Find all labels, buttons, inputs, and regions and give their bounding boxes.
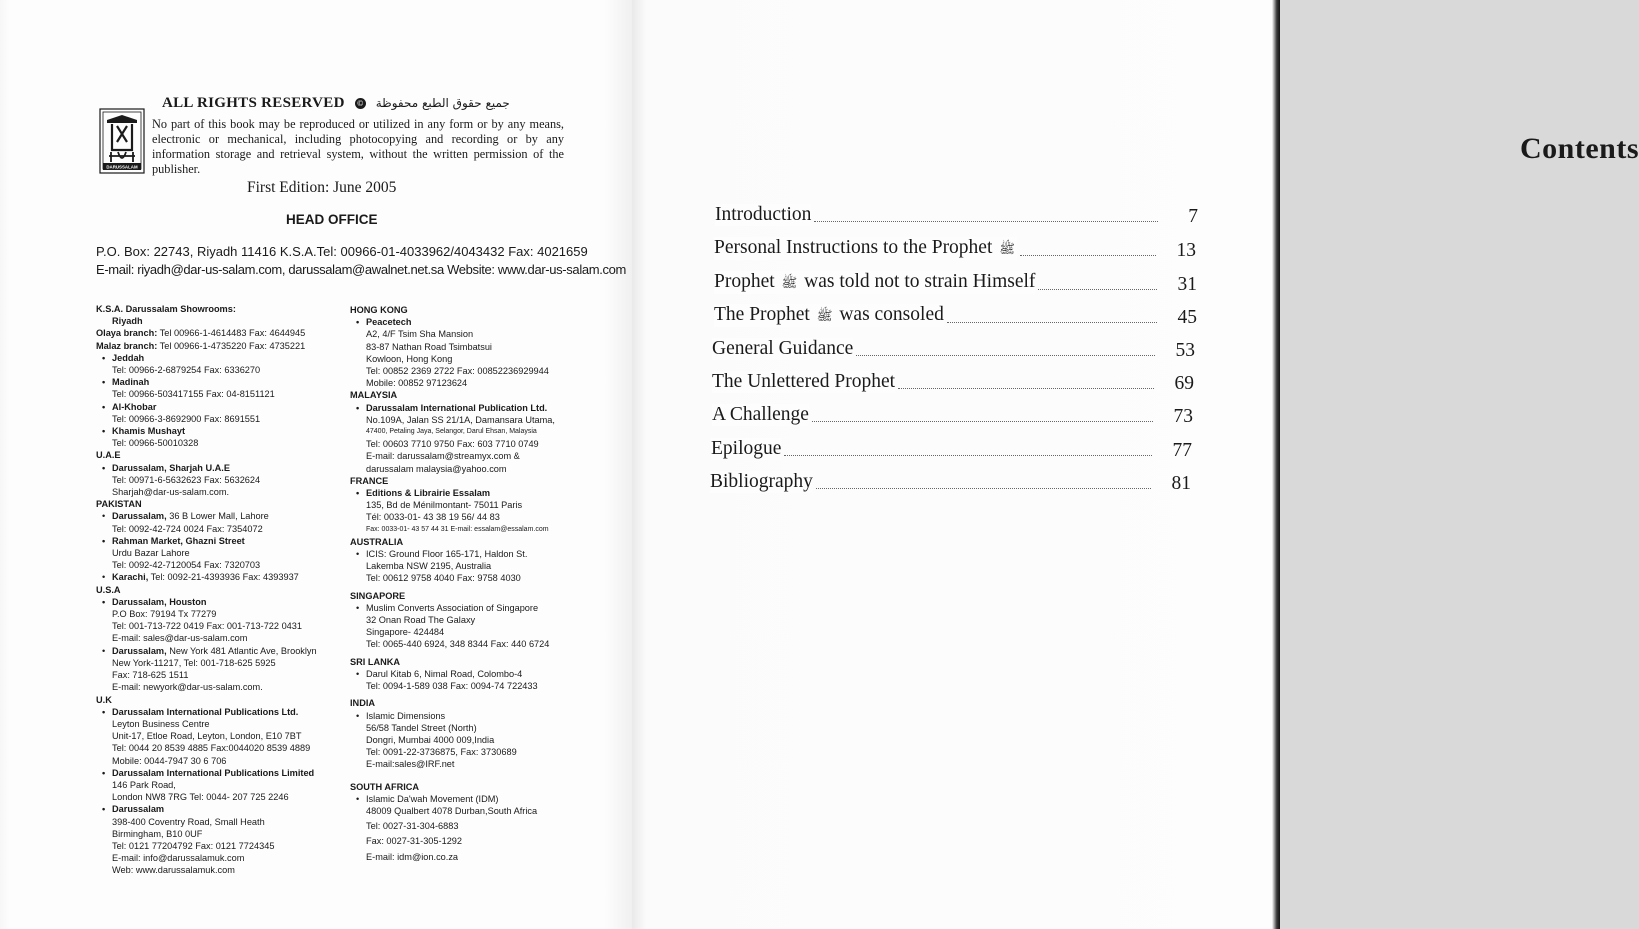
address-line: Web: www.darussalamuk.com xyxy=(112,865,235,876)
address-line: • Darussalam, Sharjah U.A.E xyxy=(96,462,346,474)
address-line: E-mail: info@darussalamuk.com xyxy=(112,853,245,864)
address-line: 47400, Petaling Jaya, Selangor, Darul Ehsan, Malaysia xyxy=(366,428,537,436)
address-line: Sharjah@dar-us-salam.com. xyxy=(112,487,230,498)
edition-line: First Edition: June 2005 xyxy=(247,179,397,196)
address-line: AUSTRALIA xyxy=(350,536,404,547)
address-line: HONG KONG xyxy=(350,305,408,315)
toc-page-number: 81 xyxy=(1171,473,1191,494)
darussalam-logo-icon xyxy=(99,108,145,174)
address-line: SOUTH AFRICA xyxy=(350,781,420,792)
address-line: • Muslim Converts Association of Singapore xyxy=(350,602,620,614)
address-line: Tel: 0094-1-589 038 Fax: 0094-74 722433 xyxy=(366,681,538,692)
toc-leader-dots xyxy=(812,421,1153,422)
toc-entry-title: General Guidance xyxy=(712,338,854,359)
toc-page-number: 73 xyxy=(1173,406,1193,427)
address-line: Tél: 0033-01- 43 38 19 56/ 44 83 xyxy=(366,512,500,523)
address-line: • Darussalam, 36 B Lower Mall, Lahore xyxy=(96,510,346,522)
address-line: • ICIS: Ground Floor 165-171, Haldon St. xyxy=(350,548,620,560)
address-line: • Al-Khobar xyxy=(96,401,346,413)
address-line: Tel: 0065-440 6924, 348 8344 Fax: 440 6724 xyxy=(366,639,550,650)
address-line: U.K xyxy=(96,694,112,705)
toc-entry-title: Introduction xyxy=(715,204,812,225)
head-office-heading: HEAD OFFICE xyxy=(286,212,378,227)
toc-leader-dots xyxy=(856,355,1155,356)
toc-entry xyxy=(711,434,1192,464)
address-line: Mobile: 0044-7947 30 6 706 xyxy=(112,755,227,766)
address-line: • Rahman Market, Ghazni Street xyxy=(96,535,346,547)
address-line: Tel: 00966-2-6879254 Fax: 6336270 xyxy=(112,365,261,376)
address-line: Tel: 001-713-722 0419 Fax: 001-713-722 0431 xyxy=(112,621,303,632)
address-line: SRI LANKA xyxy=(350,656,401,667)
address-line: U.A.E xyxy=(96,450,121,461)
toc-entry-title: The Unlettered Prophet xyxy=(712,371,896,392)
address-line: Kowloon, Hong Kong xyxy=(366,353,453,364)
address-line: Fax: 0033-01- 43 57 44 31 E-mail: essalam@essalam.com xyxy=(366,525,549,533)
address-line: Tel: 00966-3-8692900 Fax: 8691551 xyxy=(112,413,261,424)
toc-leader-dots xyxy=(1038,289,1157,290)
address-line: Tel: 0092-42-7120054 Fax: 7320703 xyxy=(112,560,261,571)
toc-page-number: 53 xyxy=(1175,340,1195,361)
copyright-icon: © xyxy=(355,98,366,109)
address-line: Tel: 0092-42-724 0024 Fax: 7354072 xyxy=(112,523,263,534)
address-line: Dongri, Mumbai 4000 009,India xyxy=(366,734,495,745)
toc-entry-title: A Challenge xyxy=(712,404,809,425)
address-line: 83-87 Nathan Road Tsimbatsui xyxy=(366,341,492,352)
address-line: FRANCE xyxy=(350,475,389,486)
address-line: Riyadh xyxy=(112,316,143,327)
showrooms-column-left xyxy=(96,303,346,877)
address-line: Fax: 718-625 1511 xyxy=(112,670,189,681)
address-line: Tel: 00603 7710 9750 Fax: 603 7710 0749 xyxy=(366,439,539,450)
address-line: 146 Park Road, xyxy=(112,779,176,790)
toc-leader-dots xyxy=(814,221,1158,222)
toc-leader-dots xyxy=(784,455,1152,456)
address-line: Leyton Business Centre xyxy=(112,718,210,729)
salutation-seal-icon: ﷺ xyxy=(816,309,833,324)
address-line: INDIA xyxy=(350,698,376,709)
address-line: Tel: 0121 77204792 Fax: 0121 7724345 xyxy=(112,840,275,851)
address-line: Tel: 00852 2369 2722 Fax: 00852236929944 xyxy=(366,366,549,377)
showrooms-column-right xyxy=(350,304,620,866)
address-line: Urdu Bazar Lahore xyxy=(112,548,190,559)
address-line: • Islamic Da'wah Movement (IDM) xyxy=(350,793,620,805)
address-line: SINGAPORE xyxy=(350,590,406,601)
address-line: • Editions & Librairie Essalam xyxy=(350,487,620,499)
toc-leader-dots xyxy=(816,488,1151,489)
address-line: • Darussalam, New York 481 Atlantic Ave, Brooklyn xyxy=(96,645,346,657)
toc-page-number: 31 xyxy=(1177,274,1197,295)
copyright-page xyxy=(0,0,632,929)
address-line: Tel: 00966-503417155 Fax: 04-8151121 xyxy=(112,389,275,400)
head-office-address: P.O. Box: 22743, Riyadh 11416 K.S.A.Tel: 00966-01-4033962/4043432 Fax: 4021659 xyxy=(96,244,588,259)
address-line: 56/58 Tandel Street (North) xyxy=(366,722,477,733)
address-line: E-mail: newyork@dar-us-salam.com. xyxy=(112,682,263,693)
address-line: Malaz branch: Tel 00966-1-4735220 Fax: 4735221 xyxy=(96,340,306,351)
address-line: darussalam malaysia@yahoo.com xyxy=(366,463,507,474)
rights-title: ALL RIGHTS RESERVED xyxy=(162,95,345,111)
address-line: Birmingham, B10 0UF xyxy=(112,828,203,839)
address-line: Unit-17, Etloe Road, Leyton, London, E10 7BT xyxy=(112,731,302,742)
toc-entry xyxy=(715,200,1198,230)
salutation-seal-icon: ﷺ xyxy=(781,276,798,291)
address-line: • Madinah xyxy=(96,376,346,388)
address-line: K.S.A. Darussalam Showrooms: xyxy=(96,304,236,314)
address-line: U.S.A xyxy=(96,584,121,595)
toc-entry xyxy=(710,467,1191,497)
rights-notice: No part of this book may be reproduced or utilized in any form or by any means, electronic or mechanical, including photocopying and recording or by any information storage and retrieval system, without the written permission of the publisher. xyxy=(152,117,564,176)
toc-page-number: 7 xyxy=(1188,206,1198,227)
toc-entry xyxy=(714,301,1197,331)
address-line: Olaya branch: Tel 00966-1-4614483 Fax: 4644945 xyxy=(96,328,306,339)
address-line: E-mail: idm@ion.co.za xyxy=(366,851,459,862)
address-line: MALAYSIA xyxy=(350,390,398,401)
toc-entry xyxy=(714,234,1196,264)
address-line: • Jeddah xyxy=(96,352,346,364)
address-line: • Darul Kitab 6, Nimal Road, Colombo-4 xyxy=(350,668,620,680)
contents-title: Contents xyxy=(1520,132,1639,165)
address-line: P.O Box: 79194 Tx 77279 xyxy=(112,609,217,620)
logo-text: DARUSSALAM xyxy=(106,164,138,170)
address-line: New York-11217, Tel: 001-718-625 5925 xyxy=(112,657,276,668)
address-line: Mobile: 00852 97123624 xyxy=(366,378,468,389)
address-line: E-mail: sales@dar-us-salam.com xyxy=(112,633,248,644)
toc-leader-dots xyxy=(947,322,1157,323)
address-line: Tel: 0044 20 8539 4885 Fax:0044020 8539 4889 xyxy=(112,743,311,754)
toc-entry-title: Epilogue xyxy=(711,438,782,459)
toc-leader-dots xyxy=(898,388,1154,389)
address-line: Singapore- 424484 xyxy=(366,627,445,638)
toc-entry xyxy=(712,334,1195,364)
address-line: No.109A, Jalan SS 21/1A, Damansara Utama, xyxy=(366,414,555,425)
head-office-contact: E-mail: riyadh@dar-us-salam.com, darussalam@awalnet.net.sa Website: www.dar-us-salam.com xyxy=(96,262,626,277)
salutation-seal-icon: ﷺ xyxy=(999,242,1015,257)
address-line: Tel: 0027-31-304-6883 xyxy=(366,821,459,832)
toc-page-number: 69 xyxy=(1174,373,1194,394)
address-line: Tel: 0091-22-3736875, Fax: 3730689 xyxy=(366,747,517,758)
address-line: E-mail:sales@IRF.net xyxy=(366,759,455,770)
toc-entry xyxy=(712,400,1193,430)
address-line: • Khamis Mushayt xyxy=(96,425,346,437)
address-line: 48009 Qualbert 4078 Durban,South Africa xyxy=(366,805,538,816)
toc-page-number: 13 xyxy=(1176,240,1196,261)
address-line: Tel: 00966-50010328 xyxy=(112,438,199,449)
toc-entry-title: Personal Instructions to the Prophet ﷺ xyxy=(714,237,1015,258)
address-line: • Darussalam xyxy=(96,803,346,815)
address-line: London NW8 7RG Tel: 0044- 207 725 2246 xyxy=(112,792,289,803)
rights-heading xyxy=(162,95,510,112)
address-line: 32 Onan Road The Galaxy xyxy=(366,615,476,626)
address-line: 135, Bd de Ménilmontant- 75011 Paris xyxy=(366,500,523,511)
toc-page-number: 45 xyxy=(1177,307,1197,328)
address-line: Fax: 0027-31-305-1292 xyxy=(366,836,463,847)
toc-leader-dots xyxy=(1020,255,1156,256)
toc-entry xyxy=(714,268,1197,298)
address-line: Tel: 00612 9758 4040 Fax: 9758 4030 xyxy=(366,573,521,584)
page-edge xyxy=(1272,0,1280,929)
address-line: Lakemba NSW 2195, Australia xyxy=(366,561,492,572)
address-line: • Darussalam International Publications Limited xyxy=(96,767,346,779)
address-line: Tel: 00971-6-5632623 Fax: 5632624 xyxy=(112,474,261,485)
address-line: • Darussalam International Publications Ltd. xyxy=(96,706,346,718)
arabic-rights-title: جميع حقوق الطبع محفوظة xyxy=(375,96,510,110)
address-line: • Darussalam International Publication Ltd. xyxy=(350,402,620,414)
toc-entry-title: Bibliography xyxy=(710,471,813,492)
toc-entry-title: The Prophet ﷺ was consoled xyxy=(714,304,944,325)
address-line: A2, 4/F Tsim Sha Mansion xyxy=(366,329,474,340)
address-line: • Darussalam, Houston xyxy=(96,596,346,608)
address-line: PAKISTAN xyxy=(96,499,142,510)
address-line: E-mail: darussalam@streamyx.com & xyxy=(366,451,520,462)
address-line: • Peacetech xyxy=(350,316,620,328)
toc-page-number: 77 xyxy=(1172,440,1192,461)
address-line: • Karachi, Tel: 0092-21-4393936 Fax: 4393937 xyxy=(96,571,346,583)
address-line: • Islamic Dimensions xyxy=(350,710,620,722)
address-line: 398-400 Coventry Road, Small Heath xyxy=(112,816,265,827)
toc-entry xyxy=(712,367,1194,397)
contents-page xyxy=(632,0,1639,929)
toc-entry-title: Prophet ﷺ was told not to strain Himself xyxy=(714,271,1036,292)
